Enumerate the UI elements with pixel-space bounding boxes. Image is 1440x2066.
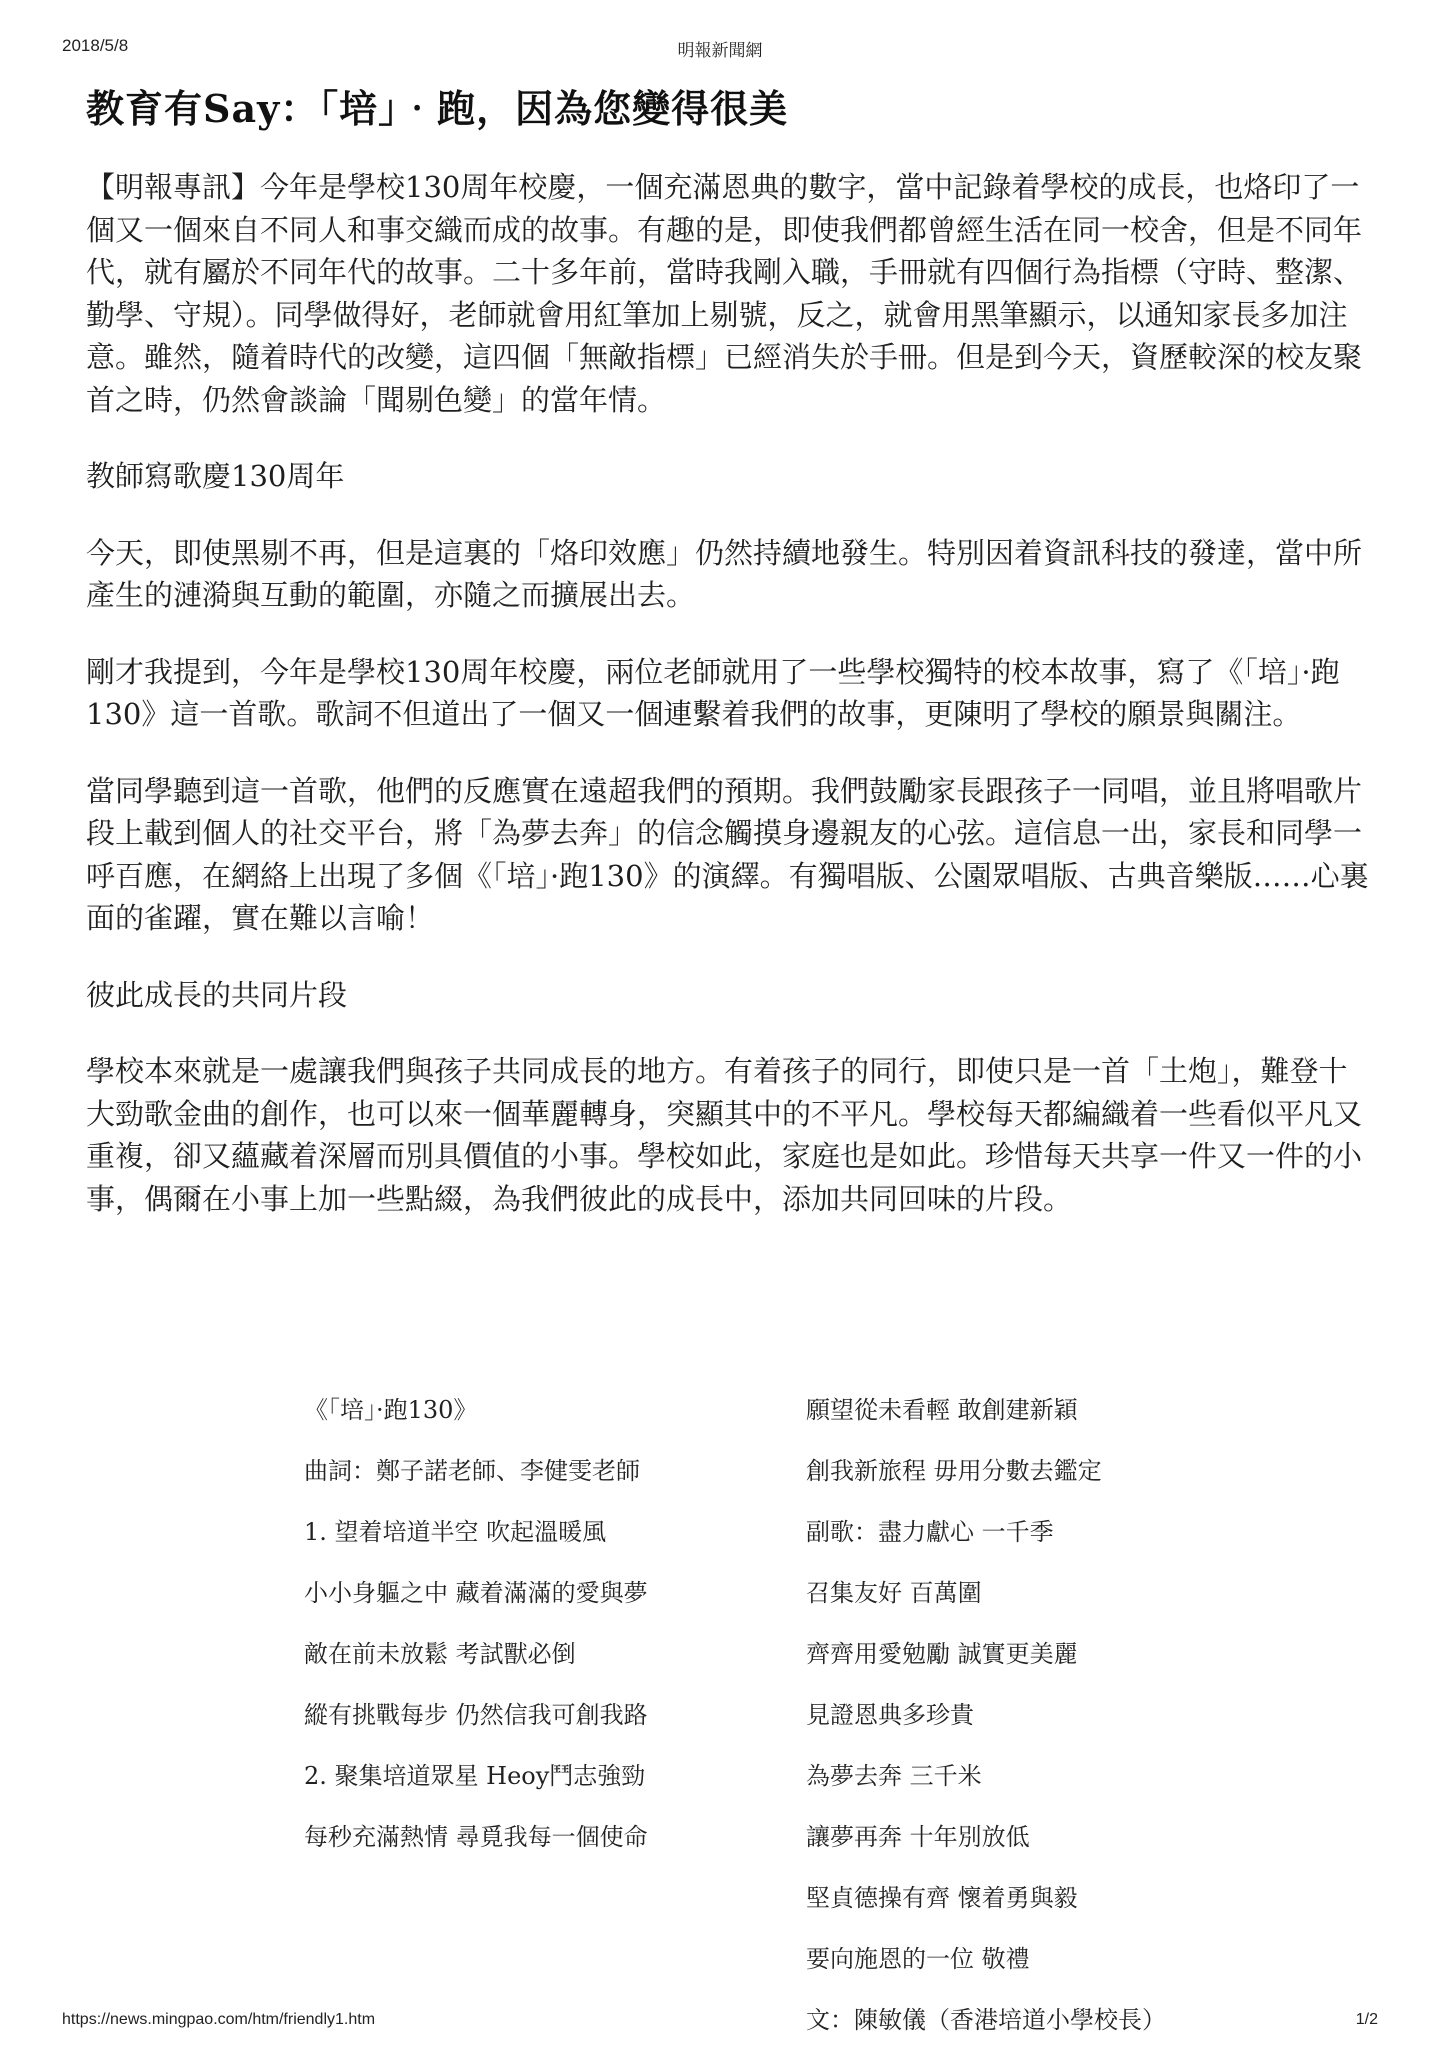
article-subheading: 彼此成長的共同片段 — [86, 977, 348, 1012]
lyric-line: 《「培」·跑130》 — [304, 1396, 478, 1424]
lyric-line: 副歌：盡力獻心 一千季 — [806, 1518, 1054, 1546]
lyric-line: 為夢去奔 三千米 — [806, 1762, 982, 1790]
lyric-line: 召集友好 百萬圍 — [806, 1579, 982, 1607]
print-footer — [62, 2011, 1378, 2033]
article-paragraph: 學校本來就是一處讓我們與孩子共同成長的地方。有着孩子的同行，即使只是一首「土炮」，難登十大勁歌金曲的創作，也可以來一個華麗轉身，突顯其中的不平凡。學校每天都編織着一些看似平凡又重複，卻又蘊藏着深層而別具價值的小事。學校如此，家庭也是如此。珍惜每天共享一件又一件的小事，偶爾在小事上加一些點綴，為我們彼此的成長中，添加共同回味的片段。 — [86, 1054, 1363, 1216]
lyric-line: 1. 望着培道半空 吹起溫暖風 — [304, 1518, 607, 1546]
song-lyrics — [0, 1395, 1440, 2035]
article — [86, 80, 1376, 1254]
lyric-line: 小小身軀之中 藏着滿滿的愛與夢 — [304, 1579, 648, 1607]
article-paragraph: 【明報專訊】今年是學校130周年校慶，一個充滿恩典的數字，當中記錄着學校的成長，也烙印了一個又一個來自不同人和事交織而成的故事。有趣的是，即使我們都曾經生活在同一校舍，但是不同年代，就有屬於不同年代的故事。二十多年前，當時我剛入職，手冊就有四個行為指標（守時、整潔、勤學、守規）。同學做得好，老師就會用紅筆加上剔號，反之，就會用黑筆顯示，以通知家長多加注意。雖然，隨着時代的改變，這四個「無敵指標」已經消失於手冊。但是到今天，資歷較深的校友聚首之時，仍然會談論「聞剔色變」的當年情。 — [86, 170, 1363, 417]
lyric-line: 每秒充滿熱情 尋覓我每一個使命 — [304, 1823, 648, 1851]
article-paragraph: 剛才我提到，今年是學校130周年校慶，兩位老師就用了一些學校獨特的校本故事，寫了《「培」·跑130》這一首歌。歌詞不但道出了一個又一個連繫着我們的故事，更陳明了學校的願景與關注。 — [86, 654, 1340, 731]
lyric-line: 讓夢再奔 十年別放低 — [806, 1823, 1030, 1851]
article-title: 教育有Say：「培」‧跑，因為您變得很美 — [86, 86, 789, 131]
lyric-line: 見證恩典多珍貴 — [806, 1701, 974, 1729]
article-paragraph: 當同學聽到這一首歌，他們的反應實在遠超我們的預期。我們鼓勵家長跟孩子一同唱，並且將唱歌片段上載到個人的社交平台，將「為夢去奔」的信念觸摸身邊親友的心弦。這信息一出，家長和同學一呼百應，在網絡上出現了多個《「培」·跑130》的演繹。有獨唱版、公園眾唱版、古典音樂版……心裏面的雀躍，實在難以言喻！ — [86, 773, 1369, 935]
lyric-line: 堅貞德操有齊 懷着勇與毅 — [806, 1884, 1078, 1912]
lyrics-column-right — [806, 1395, 1166, 2066]
lyric-line: 願望從未看輕 敢創建新穎 — [806, 1396, 1078, 1424]
lyric-line: 創我新旅程 毋用分數去鑑定 — [806, 1457, 1102, 1485]
article-subheading: 教師寫歌慶130周年 — [86, 459, 345, 493]
lyric-line: 要向施恩的一位 敬禮 — [806, 1945, 1030, 1973]
print-header — [62, 36, 1378, 60]
lyrics-column-left — [304, 1395, 648, 1883]
lyric-line: 曲詞：鄭子諾老師、李健雯老師 — [304, 1457, 640, 1485]
lyric-line: 敵在前未放鬆 考試獸必倒 — [304, 1640, 576, 1668]
lyric-line: 齊齊用愛勉勵 誠實更美麗 — [806, 1640, 1078, 1668]
print-date: 2018/5/8 — [62, 36, 129, 55]
lyric-line: 縱有挑戰每步 仍然信我可創我路 — [304, 1701, 648, 1729]
page-number: 1/2 — [1355, 2011, 1378, 2028]
print-site-name: 明報新聞網 — [677, 41, 763, 60]
print-url: https://news.mingpao.com/htm/friendly1.htm — [62, 2011, 376, 2028]
article-byline: 文：陳敏儀（香港培道小學校長） — [806, 2006, 1166, 2034]
article-paragraph: 今天，即使黑剔不再，但是這裏的「烙印效應」仍然持續地發生。特別因着資訊科技的發達，當中所產生的漣漪與互動的範圍，亦隨之而擴展出去。 — [86, 535, 1363, 612]
lyric-line: 2. 聚集培道眾星 Heoy鬥志強勁 — [304, 1762, 646, 1790]
